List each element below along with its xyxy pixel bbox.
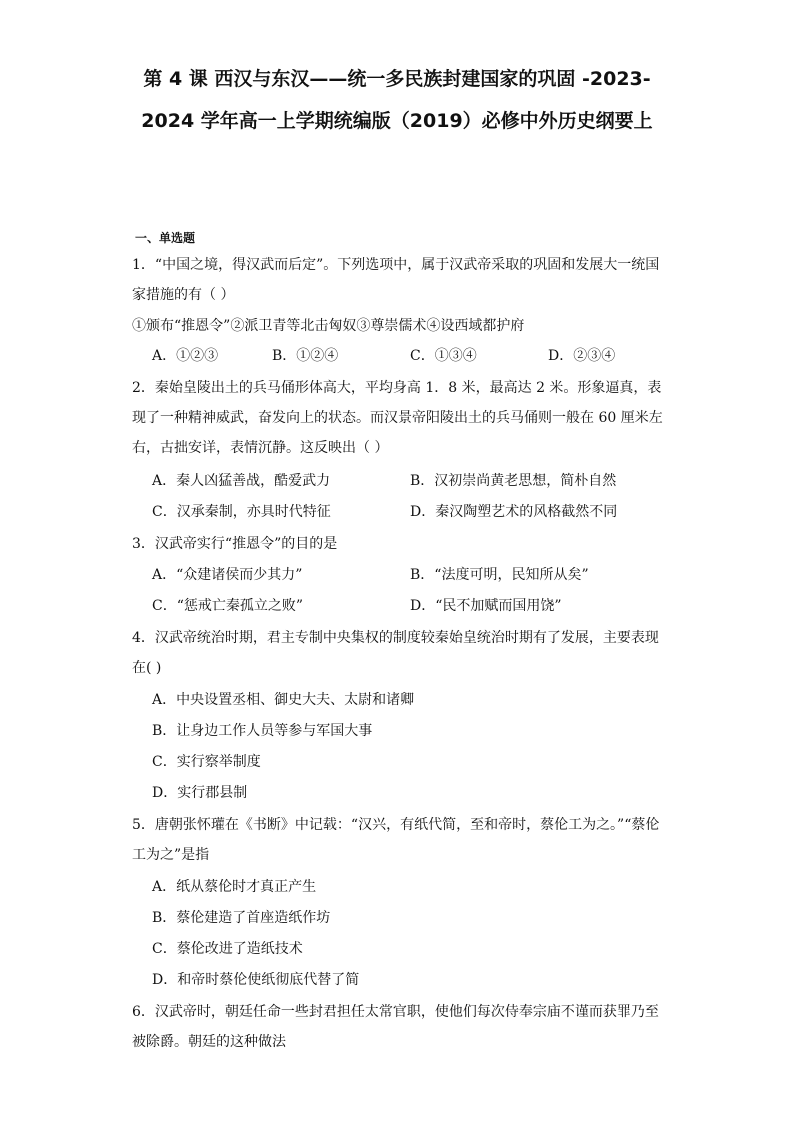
option-d: D．“民不加赋而国用饶” — [410, 598, 562, 614]
option-a: A．中央设置丞相、御史大夫、太尉和诸卿 — [152, 692, 415, 708]
option-b: B．汉初崇尚黄老思想，简朴自然 — [410, 473, 617, 489]
option-c: C．实行察举制度 — [152, 754, 261, 770]
question-stem: 5．唐朝张怀瓘在《书断》中记载：“汉兴，有纸代简，至和帝时，蔡伦工为之。”“蔡伦工为之”是指 — [132, 817, 660, 863]
option-b: B．①②④ — [272, 348, 339, 364]
document-title: 第 4 课 西汉与东汉——统一多民族封建国家的巩固 -2023-2024 学年高一上学期统编版（2019）必修中外历史纲要上 — [141, 68, 653, 132]
option-c: C．汉承秦制，亦具时代特征 — [152, 504, 331, 520]
option-a: A．“众建诸侯而少其力” — [152, 567, 303, 583]
option-b: B．让身边工作人员等参与军国大事 — [152, 723, 373, 739]
option-c: C．①③④ — [410, 348, 477, 364]
option-c: C．蔡伦改进了造纸技术 — [152, 941, 303, 957]
question-stem: 2．秦始皇陵出土的兵马俑形体高大，平均身高 1．8 米，最高达 2 米。形象逼真，表现了一种精神威武，奋发向上的状态。而汉景帝阳陵出土的兵马俑则一般在 60 厘米左右，古拙安详，表情沉静。这反映出（ ） — [132, 380, 663, 456]
option-a: A．①②③ — [152, 348, 219, 364]
option-d: D．秦汉陶塑艺术的风格截然不同 — [410, 504, 618, 520]
option-b: B．“法度可明，民知所从矣” — [410, 567, 589, 583]
option-a: A．纸从蔡伦时才真正产生 — [152, 879, 317, 895]
option-d: D．和帝时蔡伦使纸彻底代替了简 — [152, 972, 360, 988]
section-heading: 一、单选题 — [135, 231, 196, 245]
option-d: D．②③④ — [548, 348, 616, 364]
question-stem: 4．汉武帝统治时期，君主专制中央集权的制度较秦始皇统治时期有了发展，主要表现在( ) — [132, 630, 659, 676]
question-substatement: ①颁布“推恩令”②派卫青等北击匈奴③尊崇儒术④设西域都护府 — [132, 318, 525, 334]
question-stem: 3．汉武帝实行“推恩令”的目的是 — [132, 536, 338, 552]
question-stem: 6．汉武帝时，朝廷任命一些封君担任太常官职，使他们每次侍奉宗庙不谨而获罪乃至被除爵。朝廷的这种做法 — [132, 1004, 659, 1050]
option-d: D．实行郡县制 — [152, 785, 248, 801]
question-stem: 1．“中国之境，得汉武而后定”。下列选项中，属于汉武帝采取的巩固和发展大一统国家措施的有（ ） — [132, 257, 660, 303]
option-a: A．秦人凶猛善战，酷爱武力 — [152, 473, 331, 489]
option-c: C．“惩戒亡秦孤立之败” — [152, 598, 304, 614]
option-b: B．蔡伦建造了首座造纸作坊 — [152, 910, 331, 926]
